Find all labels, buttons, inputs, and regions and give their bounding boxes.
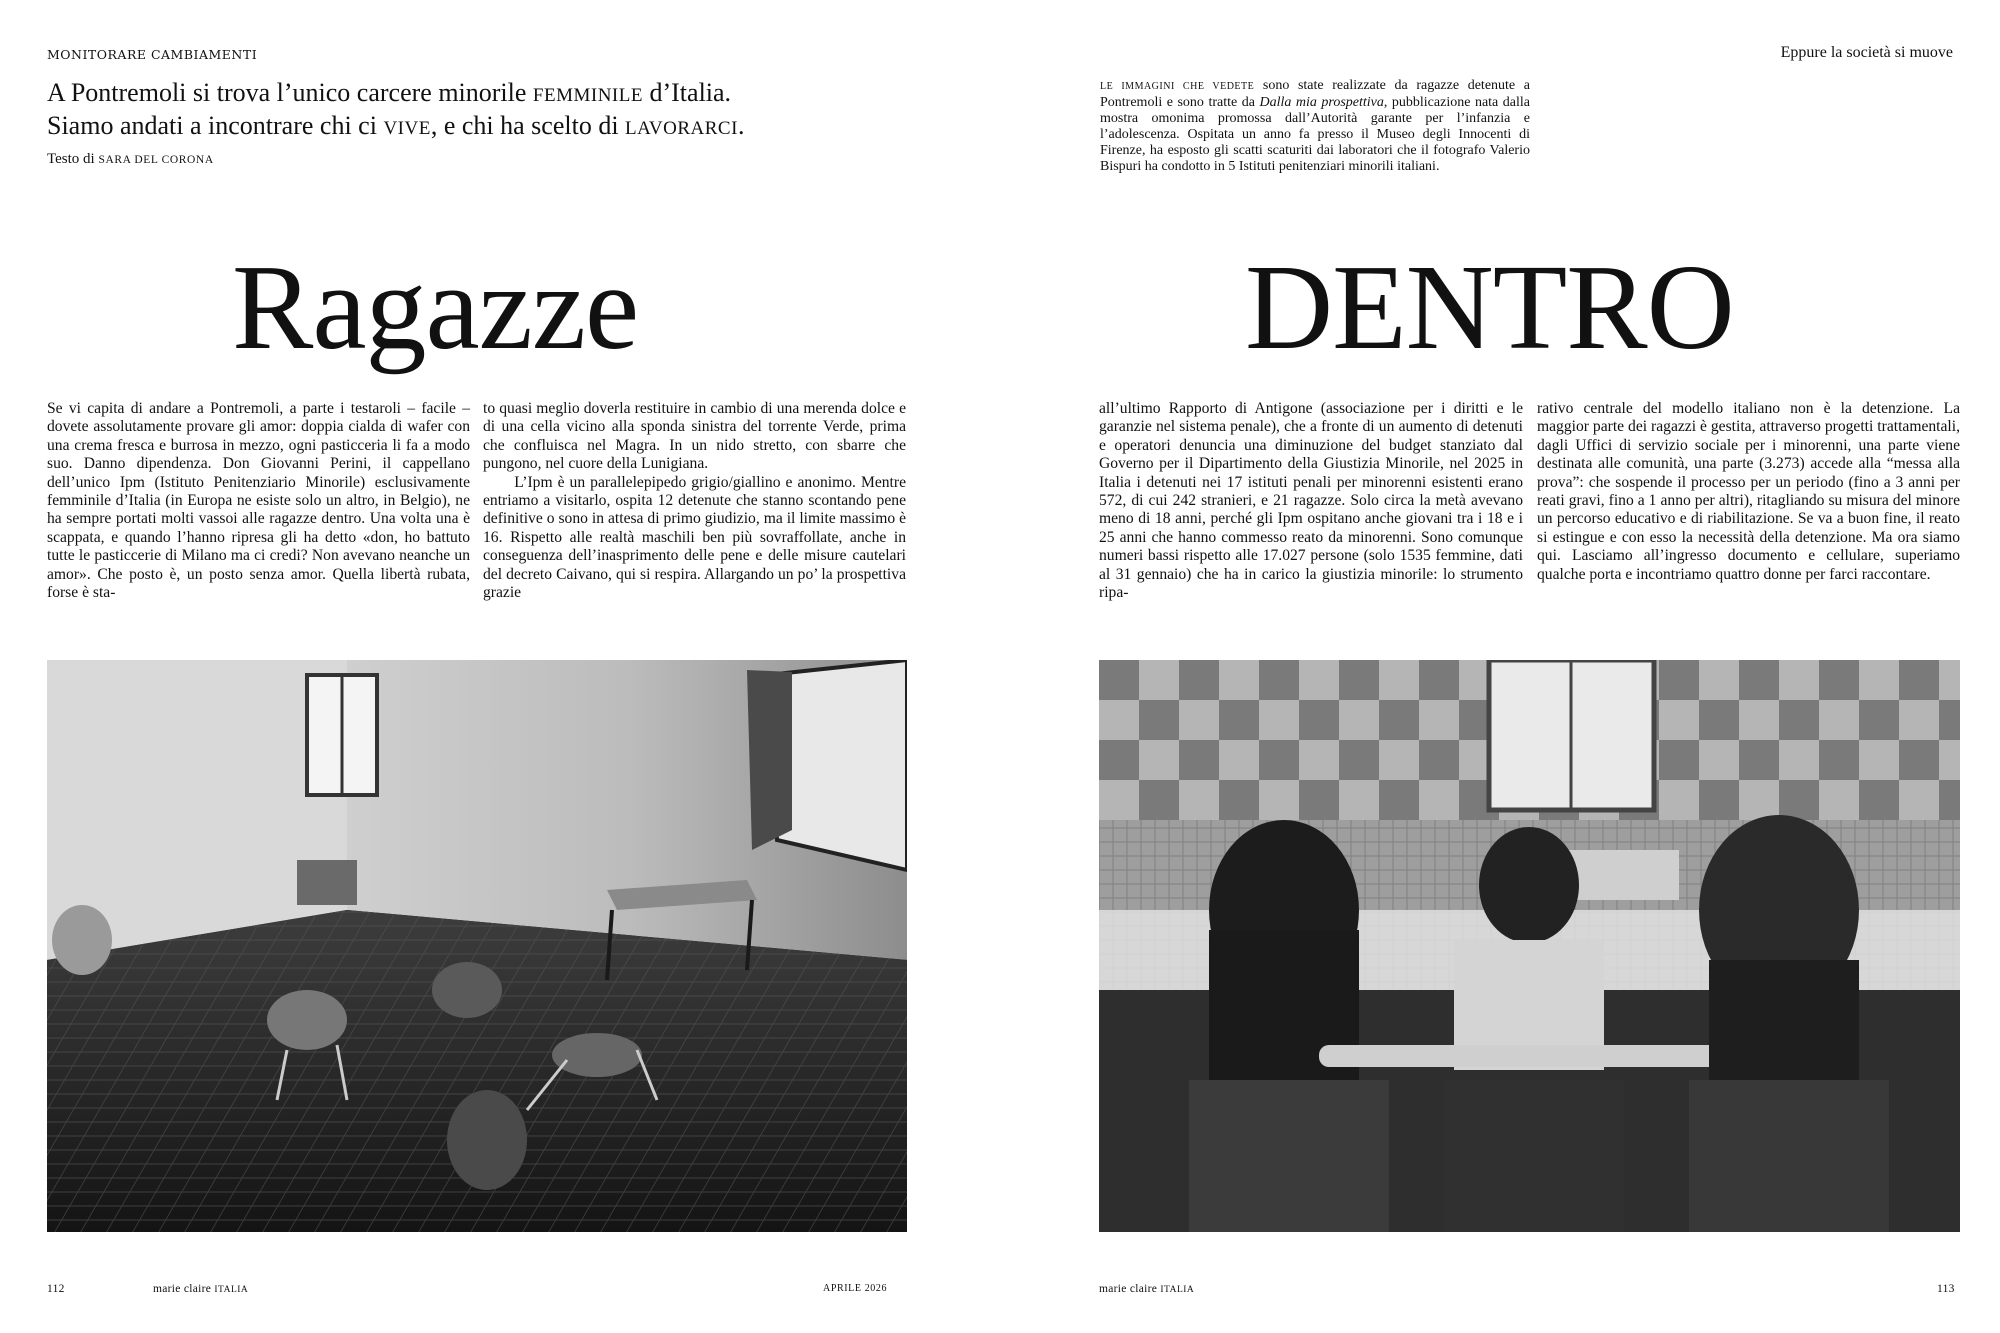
photo-empty-classroom bbox=[47, 660, 907, 1232]
headline-left: Ragazze bbox=[232, 240, 639, 375]
section-title-right: Eppure la società si muove bbox=[1780, 44, 1953, 61]
body-column-2: to quasi meglio doverla restituire in cambio di una merenda dolce e di una cella vicino alla sponda sinistra del torrente Verde, prima che confluisca nel Magra. In un nido stretto, con sbarre che pungono, nel cuore della Lunigiana. L’Ipm è un parallelepipedo grigio/giallino e anonimo. Mentre entriamo a visitarlo, ospita 12 detenute che stanno scontando pene definitive o sono in attesa di primo giudizio, ma il limite massimo è 16. Rispetto alle realtà maschili ben più sovraffollate, anche in conseguenza dell’inasprimento delle pene e delle misure cautelari del decreto Caivano, qui si respira. Allargando un po’ la prospettiva grazie bbox=[483, 400, 906, 602]
body-column-4: rativo centrale del modello italiano non è la detenzione. La maggior parte dei ragazzi è gestita, attraverso progetti trattamentali, dagli Uffici di servizio sociale per i minorenni, una parte viene destinata alle comunità, una parte (3.273) accede alla “messa alla prova”: che sospende il processo per un periodo (fino a 3 anni per reati gravi, fino a 1 anno per altri), ritagliando su misura del minore un percorso educativo e di riabilitazione. Se va a buon fine, il reato si estingue e con esso la necessità della detenzione. Ma ora siamo qui. Lasciamo all’ingresso documento e cellulare, superiamo qualche porta e incontriamo quattro donne per farci raccontare. bbox=[1537, 400, 1960, 583]
body-column-1: Se vi capita di andare a Pontremoli, a parte i testaroli – facile – dovete assolutamente provare gli amor: doppia cialda di wafer con una crema fresca e burrosa in mezzo, ogni pasticceria li fa a modo suo. Danno dipendenza. Don Giovanni Perini, il cappellano dell’unico Ipm (Istituto Penitenziario Minorile) esclusivamente femminile d’Italia (in Europa ne esiste solo un altro, in Belgio), ne ha sempre portati molti vassoi alle ragazze dentro. Una volta una è scappata, e quando l’hanno ripresa gli ha detto «don, ho battuto tutte le pasticcerie di Milano ma ci credi? Non avevano neanche un amor». Che posto è, un posto senza amor. Quella libertà rubata, forse è sta- bbox=[47, 400, 470, 602]
magazine-name-right: marie claire ITALIA bbox=[1099, 1283, 1195, 1295]
issue-date: APRILE 2026 bbox=[823, 1283, 888, 1294]
standfirst-line-1: A Pontremoli si trova l’unico carcere minorile FEMMINILE d’Italia. bbox=[47, 78, 732, 107]
girls-illustration bbox=[1099, 660, 1960, 1232]
standfirst bbox=[47, 78, 947, 144]
body-column-3: all’ultimo Rapporto di Antigone (associazione per i diritti e le garanzie nel sistema penale), che a fronte di un aumento di detenuti e operatori denuncia una diminuzione del budget stanziato dal Governo per il Dipartimento della Giustizia Minorile, nel 2025 in Italia i detenuti nei 17 istituti penali per minorenni esistenti erano 572, di cui 242 stranieri, e 21 ragazze. Solo circa la metà avevano meno di 18 anni, perché gli Ipm ospitano anche giovani tra i 18 e i 25 anni che hanno commesso reato da minorenni. Sono comunque numeri bassi rispetto alle 17.027 persone (solo 1535 femmine, dati al 31 gennaio) che ha in carico la giustizia minorile: lo strumento ripa- bbox=[1099, 400, 1523, 602]
section-label: MONITORARE CAMBIAMENTI bbox=[47, 47, 258, 62]
headline-right: DENTRO bbox=[1245, 240, 1734, 375]
classroom-illustration bbox=[47, 660, 907, 1232]
page-number-right: 113 bbox=[1937, 1283, 1955, 1295]
photo-credit-caption: LE IMMAGINI CHE VEDETE sono state realizzate da ragazze detenute a Pontremoli e sono tratte da Dalla mia prospettiva, pubblicazione nata dalla mostra omonima promossa dall’Autorità garante per l’infanzia e l’adolescenza. Ospitata un anno fa presso il Museo degli Innocenti di Firenze, ha esposto gli scatti scaturiti dai laboratori che il fotografo Valerio Bispuri ha condotto in 5 Istituti penitenziari minorili italiani. bbox=[1100, 78, 1530, 174]
standfirst-line-2: Siamo andati a incontrare chi ci VIVE, e chi ha scelto di LAVORARCI. bbox=[47, 111, 745, 140]
page-number-left: 112 bbox=[47, 1283, 65, 1295]
author-name: SARA DEL CORONA bbox=[98, 154, 214, 166]
magazine-name-left: marie claire ITALIA bbox=[153, 1283, 249, 1295]
photo-three-girls bbox=[1099, 660, 1960, 1232]
byline: Testo di SARA DEL CORONA bbox=[47, 151, 214, 167]
